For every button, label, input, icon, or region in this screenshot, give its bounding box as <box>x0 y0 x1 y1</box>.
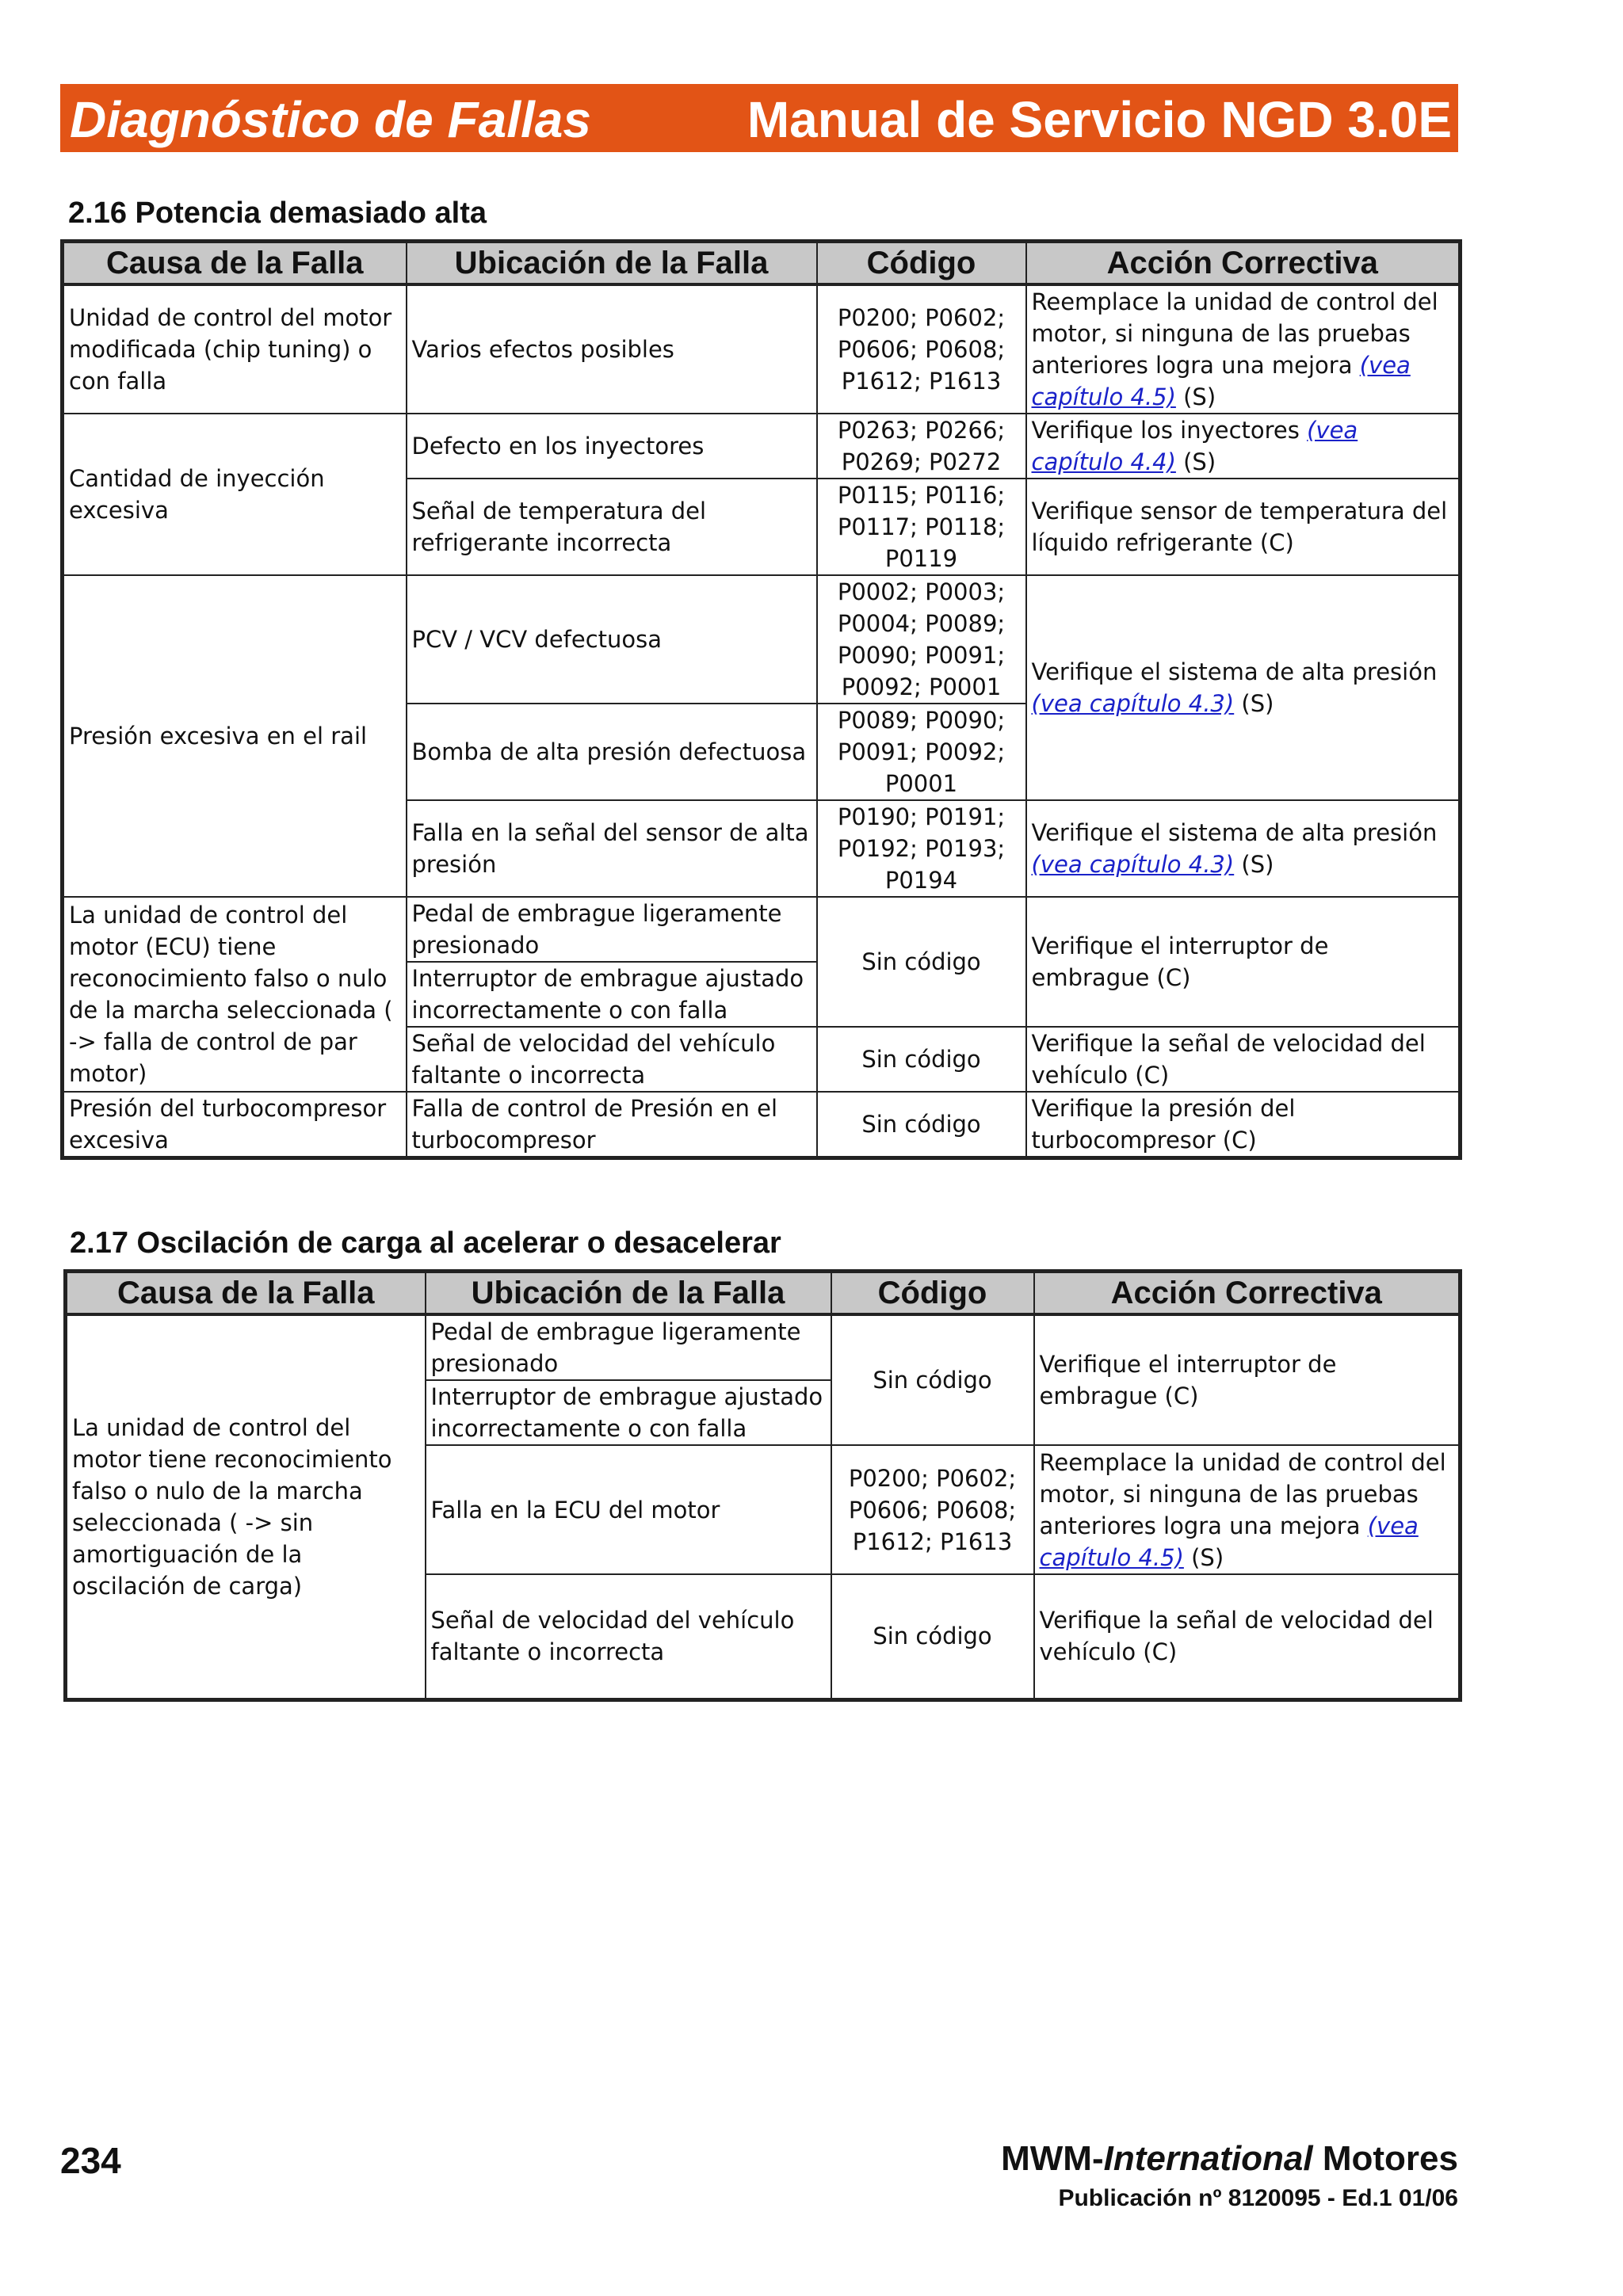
code-cell: Sin código <box>817 1027 1026 1092</box>
brand-suffix: Motores <box>1312 2139 1458 2178</box>
section-2-17-title: 2.17 Oscilación de carga al acelerar o desacelerar <box>70 1226 781 1260</box>
action-cell <box>1026 284 1461 414</box>
col-header-code: Código <box>831 1272 1034 1315</box>
chapter-link[interactable]: (vea capítulo 4.3) <box>1031 851 1235 878</box>
location-cell: Interruptor de embrague ajustado incorrectamente o con falla <box>426 1380 831 1445</box>
col-header-location: Ubicación de la Falla <box>407 242 817 285</box>
action-suffix: (S) <box>1183 448 1216 475</box>
cause-cell: La unidad de control del motor (ECU) tiene reconocimiento falso o nulo de la marcha seleccionada ( -> falla de control de par motor) <box>63 897 407 1092</box>
action-cell <box>1026 575 1461 800</box>
code-cell: P0115; P0116; P0117; P0118; P0119 <box>817 479 1026 575</box>
table-row <box>63 284 1461 414</box>
location-cell: Falla de control de Presión en el turbocompresor <box>407 1092 817 1158</box>
brand-name <box>1001 2139 1458 2179</box>
col-header-cause: Causa de la Falla <box>63 242 407 285</box>
location-cell: Pedal de embrague ligeramente presionado <box>407 897 817 962</box>
code-cell: Sin código <box>831 1314 1034 1445</box>
section-title: Diagnóstico de Fallas <box>70 91 591 148</box>
col-header-code: Código <box>817 242 1026 285</box>
table-row <box>63 414 1461 479</box>
section-2-16-title: 2.16 Potencia demasiado alta <box>68 196 487 230</box>
action-cell: Verifique la presión del turbocompresor (C) <box>1026 1092 1461 1158</box>
table-header-row <box>66 1272 1461 1315</box>
location-cell: Falla en la ECU del motor <box>426 1445 831 1574</box>
location-cell: Bomba de alta presión defectuosa <box>407 704 817 800</box>
location-cell: Varios efectos posibles <box>407 284 817 414</box>
col-header-action: Acción Correctiva <box>1034 1272 1461 1315</box>
location-cell: Señal de velocidad del vehículo faltante o incorrecta <box>407 1027 817 1092</box>
action-text: Reemplace la unidad de control del motor, si ninguna de las pruebas anteriores logra una mejora <box>1031 288 1438 379</box>
table-row <box>63 575 1461 704</box>
brand-prefix: MWM- <box>1001 2139 1104 2178</box>
action-text: Reemplace la unidad de control del motor, si ninguna de las pruebas anteriores logra una mejora <box>1039 1448 1446 1539</box>
chapter-link[interactable]: (vea capítulo 4.5) <box>1039 1512 1419 1571</box>
action-cell: Verifique sensor de temperatura del líquido refrigerante (C) <box>1026 479 1461 575</box>
col-header-cause: Causa de la Falla <box>66 1272 426 1315</box>
code-cell: Sin código <box>817 897 1026 1027</box>
action-suffix: (S) <box>1191 1543 1224 1571</box>
table-header-row <box>63 242 1461 285</box>
action-cell: Verifique la señal de velocidad del vehículo (C) <box>1034 1574 1461 1699</box>
chapter-link[interactable]: (vea capítulo 4.3) <box>1031 690 1235 717</box>
action-suffix: (S) <box>1241 851 1274 878</box>
chapter-link[interactable]: (vea capítulo 4.4) <box>1031 417 1358 475</box>
location-cell: Señal de temperatura del refrigerante incorrecta <box>407 479 817 575</box>
location-cell: Interruptor de embrague ajustado incorrectamente o con falla <box>407 962 817 1027</box>
cause-cell: Presión del turbocompresor excesiva <box>63 1092 407 1158</box>
publication-info: Publicación nº 8120095 - Ed.1 01/06 <box>1058 2185 1458 2211</box>
action-suffix: (S) <box>1183 383 1216 410</box>
action-suffix: (S) <box>1241 690 1274 717</box>
table-row <box>63 1092 1461 1158</box>
action-text: Verifique el sistema de alta presión <box>1031 819 1438 846</box>
action-text: Verifique los inyectores <box>1031 417 1300 444</box>
code-cell: P0263; P0266; P0269; P0272 <box>817 414 1026 479</box>
manual-title: Manual de Servicio NGD 3.0E <box>747 91 1452 148</box>
cause-cell: Unidad de control del motor modificada (chip tuning) o con falla <box>63 284 407 414</box>
action-cell <box>1026 414 1461 479</box>
action-cell: Verifique la señal de velocidad del vehículo (C) <box>1026 1027 1461 1092</box>
code-cell: P0200; P0602; P0606; P0608; P1612; P1613 <box>831 1445 1034 1574</box>
chapter-link[interactable]: (vea capítulo 4.5) <box>1031 352 1411 410</box>
code-cell: Sin código <box>831 1574 1034 1699</box>
cause-cell: Cantidad de inyección excesiva <box>63 414 407 575</box>
code-cell: P0002; P0003; P0004; P0089; P0090; P0091; P0092; P0001 <box>817 575 1026 704</box>
location-cell: Pedal de embrague ligeramente presionado <box>426 1314 831 1380</box>
cause-cell: Presión excesiva en el rail <box>63 575 407 897</box>
page-header <box>60 84 1458 152</box>
table-2-16 <box>60 239 1462 1160</box>
location-cell: PCV / VCV defectuosa <box>407 575 817 704</box>
col-header-location: Ubicación de la Falla <box>426 1272 831 1315</box>
action-cell: Verifique el interruptor de embrague (C) <box>1034 1314 1461 1445</box>
location-cell: Falla en la señal del sensor de alta presión <box>407 800 817 897</box>
location-cell: Defecto en los inyectores <box>407 414 817 479</box>
code-cell: P0089; P0090; P0091; P0092; P0001 <box>817 704 1026 800</box>
action-cell <box>1026 800 1461 897</box>
page-number: 234 <box>60 2140 121 2181</box>
action-text: Verifique el sistema de alta presión <box>1031 658 1438 685</box>
table-row <box>63 897 1461 962</box>
code-cell: P0190; P0191; P0192; P0193; P0194 <box>817 800 1026 897</box>
action-cell: Verifique el interruptor de embrague (C) <box>1026 897 1461 1027</box>
location-cell: Señal de velocidad del vehículo faltante o incorrecta <box>426 1574 831 1699</box>
table-2-17 <box>63 1269 1462 1702</box>
cause-cell: La unidad de control del motor tiene reconocimiento falso o nulo de la marcha seleccionada ( -> sin amortiguación de la oscilación de carga) <box>66 1314 426 1699</box>
code-cell: P0200; P0602; P0606; P0608; P1612; P1613 <box>817 284 1026 414</box>
brand-italic: International <box>1103 2139 1313 2178</box>
col-header-action: Acción Correctiva <box>1026 242 1461 285</box>
table-row <box>66 1314 1461 1380</box>
code-cell: Sin código <box>817 1092 1026 1158</box>
action-cell <box>1034 1445 1461 1574</box>
